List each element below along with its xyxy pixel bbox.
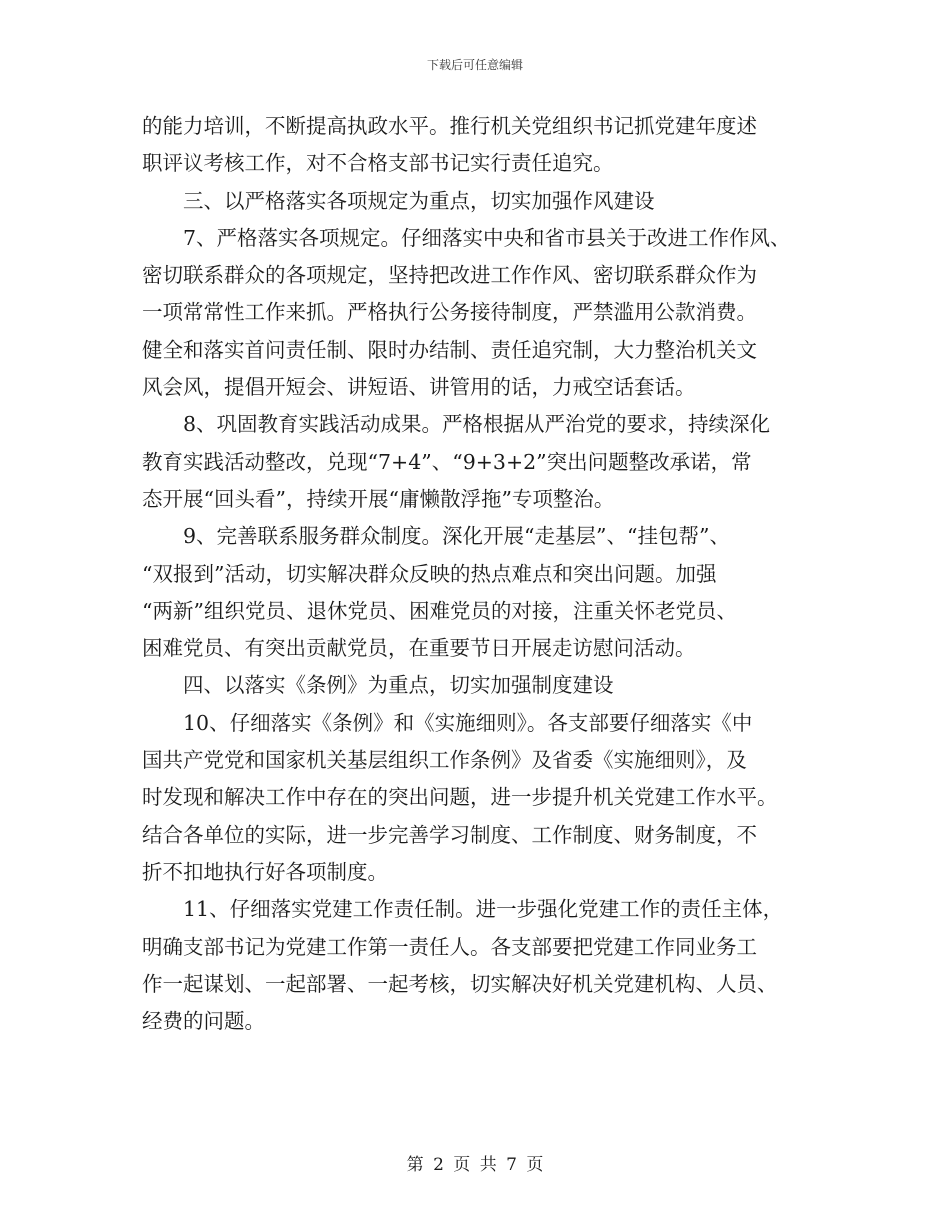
text-line: 结合各单位的实际，进一步完善学习制度、工作制度、财务制度，不 (142, 822, 757, 847)
text-line: 教育实践活动整改，兑现“7+4”、“9+3+2”突出问题整改承诺，常 (142, 449, 752, 474)
text-line: 经费的问题。 (142, 1009, 265, 1034)
text-line: 四、以落实《条例》为重点，切实加强制度建设 (183, 673, 614, 698)
text-line: 的能力培训，不断提高执政水平。推行机关党组织书记抓党建年度述 (142, 114, 757, 138)
text-line: 作一起谋划、一起部署、一起考核，切实解决好机关党建机构、人员、 (142, 971, 778, 996)
text-line: 折不扣地执行好各项制度。 (142, 859, 388, 884)
text-line: 明确支部书记为党建工作第一责任人。各支部要把党建工作同业务工 (142, 934, 757, 959)
page-number-footer: 第 2 页 共 7 页 (406, 1155, 544, 1175)
text-line: 密切联系群众的各项规定，坚持把改进工作作风、密切联系群众作为 (142, 263, 757, 288)
text-line: 8、巩固教育实践活动成果。严格根据从严治党的要求，持续深化 (183, 412, 771, 437)
text-line: 职评议考核工作，对不合格支部书记实行责任追究。 (142, 151, 614, 176)
text-line: 三、以严格落实各项规定为重点，切实加强作风建设 (183, 188, 655, 213)
text-line: 时发现和解决工作中存在的突出问题，进一步提升机关党建工作水平。 (142, 785, 778, 810)
text-line: 9、完善联系服务群众制度。深化开展“走基层”、“挂包帮”、 (183, 524, 730, 549)
text-line: 一项常常性工作来抓。严格执行公务接待制度，严禁滥用公款消费。 (142, 300, 757, 325)
text-line: 国共产党党和国家机关基层组织工作条例》及省委《实施细则》，及 (142, 748, 747, 773)
text-line: “两新”组织党员、退休党员、困难党员的对接，注重关怀老党员、 (142, 598, 737, 623)
text-line: 困难党员、有突出贡献党员，在重要节日开展走访慰问活动。 (142, 636, 696, 661)
header-note: 下载后可任意编辑 (426, 58, 523, 72)
text-line: 态开展“回头看”，持续开展“庸懒散浮拖”专项整治。 (142, 486, 615, 511)
text-line: 健全和落实首问责任制、限时办结制、责任追究制，大力整治机关文 (142, 337, 757, 362)
text-line: “双报到”活动，切实解决群众反映的热点难点和突出问题。加强 (142, 561, 717, 586)
document-body (142, 108, 810, 1040)
text-line: 11、仔细落实党建工作责任制。进一步强化党建工作的责任主体， (183, 897, 784, 922)
text-line: 10、仔细落实《条例》和《实施细则》。各支部要仔细落实《中 (183, 710, 753, 735)
text-line: 7、严格落实各项规定。仔细落实中央和省市县关于改进工作作风、 (183, 225, 791, 250)
text-line: 风会风，提倡开短会、讲短语、讲管用的话，力戒空话套话。 (142, 375, 696, 400)
